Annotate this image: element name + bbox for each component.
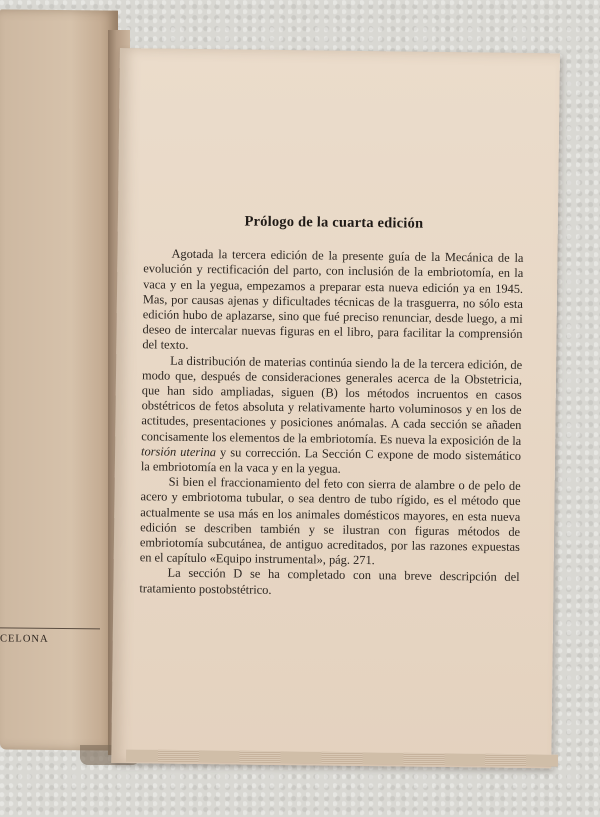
paragraph-2 [141,353,522,479]
right-page [111,48,560,768]
paragraph-2-italic: torsión uterina [140,444,217,460]
paragraph-1: Agotada la tercera edición de la presente guía de la Mecánica de la evolución y rectificación del parto, con inclusión de la embriotomía, en la vaca y en la yegua, empezamos a preparar esta nueva edición ya en 1945. Mas, por causas ajenas y dificultades técnicas de la trasguerra, no sólo esta edición hubo de aplazarse, sino que fué preciso renunciar, desde luego, a mi deseo de intercalar nuevas figuras en el libro, para facilitar la comprensión del texto. [142,246,524,353]
paragraph-2-text-a: La distribución de materias continúa siendo la de la tercera edición, de modo que, después de consideraciones generales acerca de la Obstetricia, que han sido ampliadas, siguen (B) los métodos incruentos en casos obstétricos de fetos absoluta y relativamente harto voluminosos y en los de actitudes, presentaciones y posiciones anómalas. A cada sección se añaden concisamente los elementos de la embriotomía. Es nueva la exposición de la [141,353,523,448]
left-page-footer: CELONA [0,627,100,645]
page-title: Prólogo de la cuarta edición [244,213,424,232]
paragraph-3: Si bien el fraccionamiento del feto con sierra de alambre o de pelo de acero y embriotoma tubular, o sea dentro de tubo rígido, es el método que actualmente se usa más en los animales domésticos mayores, en esta nueva edición se describen también y se ilustran con figuras métodos de embriotomía subcutánea, de antiguo acreditados, por las razones expuestas en el capítulo «Equipo instrumental», pág. 271. [139,474,521,568]
paragraph-4: La sección D se ha completado con una breve descripción del tratamiento postobstétrico. [139,566,520,597]
left-page [0,9,118,750]
open-book [0,10,575,805]
prologue-text [139,213,524,600]
paragraph-2-text-b: y su corrección. La Sección C expone de modo sistemático la embriotomía en la vaca y en la yegua. [140,445,522,476]
